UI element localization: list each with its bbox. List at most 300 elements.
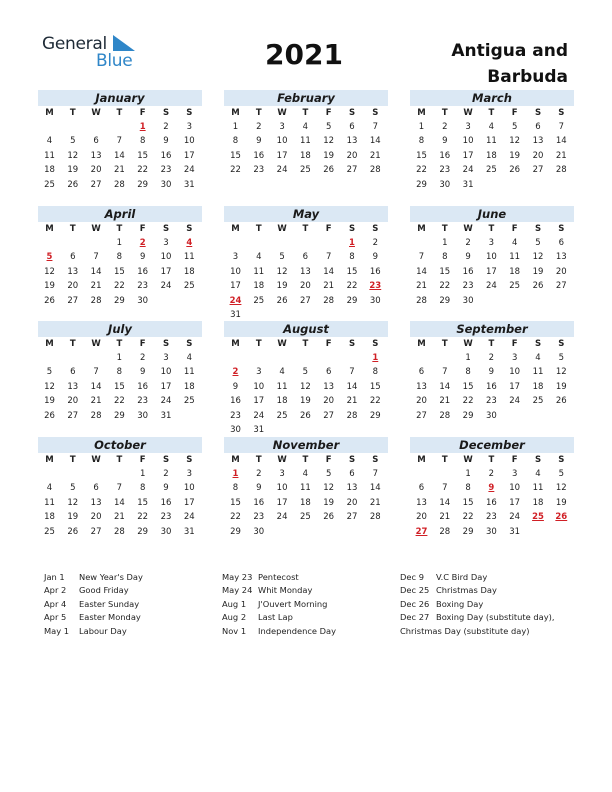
- day-cell: 31: [160, 410, 172, 421]
- weekday-header: W: [463, 339, 473, 349]
- country-name-line-2: Barbuda: [487, 67, 568, 87]
- day-cell: 4: [488, 122, 495, 132]
- weekday-header: W: [277, 224, 287, 234]
- day-cell: 5: [535, 238, 541, 248]
- holiday-date: May 1: [44, 625, 70, 636]
- day-cell: 21: [439, 396, 451, 407]
- day-cell: 2: [488, 353, 495, 363]
- day-cell: 21: [113, 512, 125, 523]
- day-cell: 18: [44, 165, 55, 176]
- weekday-header: W: [463, 224, 473, 234]
- day-cell: 15: [346, 266, 358, 277]
- day-cell: 1: [232, 122, 239, 132]
- day-cell: 15: [416, 150, 427, 161]
- day-cell: 23: [485, 396, 497, 407]
- day-cell: 10: [276, 136, 288, 147]
- day-cell: 6: [325, 367, 332, 378]
- day-cell: 1: [442, 238, 448, 248]
- weekday-header: W: [91, 455, 101, 465]
- day-cell: 4: [46, 483, 53, 494]
- day-cell: 26: [555, 396, 567, 407]
- day-cell: 12: [323, 483, 335, 494]
- day-cell: 25: [299, 165, 311, 176]
- day-cell: 2: [256, 469, 262, 479]
- day-cell: 25: [532, 396, 544, 407]
- day-cell: 16: [439, 150, 451, 161]
- month-july: [38, 321, 202, 421]
- holiday-date: May 23: [222, 572, 253, 582]
- day-cell: 24: [485, 281, 497, 292]
- day-cell: 26: [323, 165, 335, 176]
- day-cell: 25: [253, 295, 265, 306]
- day-cell: 22: [230, 165, 241, 176]
- day-cell: 15: [439, 266, 451, 277]
- day-cell: 14: [439, 497, 451, 508]
- day-cell: 31: [253, 425, 265, 435]
- day-cell: 26: [276, 295, 288, 306]
- day-cell: 24: [276, 165, 288, 176]
- day-cell: 20: [346, 497, 358, 508]
- month-title: March: [410, 90, 574, 106]
- day-cell: 17: [160, 381, 172, 392]
- weekday-header: F: [511, 224, 518, 234]
- day-cell: 7: [116, 136, 123, 147]
- day-cell: 22: [230, 512, 241, 523]
- day-cell: 24: [253, 410, 265, 421]
- weekday-header: T: [255, 108, 262, 118]
- day-cell: 3: [465, 122, 471, 132]
- day-cell: 16: [137, 266, 149, 277]
- weekday-header: S: [348, 108, 356, 118]
- day-cell: 13: [299, 266, 311, 277]
- day-cell: 30: [253, 526, 265, 537]
- day-cell: 23: [230, 410, 241, 421]
- day-cell: 20: [67, 396, 79, 407]
- day-cell: 19: [509, 150, 521, 161]
- day-cell: 18: [299, 497, 311, 508]
- holiday-date: Dec 25: [400, 585, 430, 596]
- day-cell: 1: [116, 238, 123, 248]
- holiday-date: May 24: [222, 585, 253, 596]
- logo-triangle-icon: [113, 35, 135, 51]
- holiday-day-cell: 26: [555, 512, 568, 523]
- weekday-header: W: [91, 224, 101, 234]
- weekday-header: S: [558, 108, 565, 118]
- weekday-header: F: [139, 455, 146, 465]
- day-cell: 22: [137, 165, 149, 176]
- day-cell: 14: [369, 136, 381, 147]
- month-november: [224, 437, 388, 537]
- weekday-header: W: [277, 108, 287, 118]
- day-cell: 8: [139, 136, 146, 147]
- holiday-name: Last Lap: [258, 612, 293, 623]
- day-cell: 28: [90, 410, 102, 421]
- day-cell: 28: [439, 526, 451, 537]
- day-cell: 25: [44, 179, 55, 190]
- day-cell: 20: [90, 512, 102, 523]
- weekday-header: T: [441, 455, 448, 465]
- day-cell: 8: [442, 252, 448, 263]
- day-cell: 1: [139, 469, 146, 479]
- day-cell: 27: [555, 281, 567, 292]
- day-cell: 9: [163, 136, 169, 147]
- weekday-header: T: [441, 224, 448, 234]
- day-cell: 14: [323, 266, 335, 277]
- day-cell: 25: [276, 410, 288, 421]
- day-cell: 12: [44, 266, 55, 277]
- day-cell: 17: [462, 150, 474, 161]
- day-cell: 4: [46, 136, 53, 147]
- weekday-header: M: [231, 108, 240, 118]
- day-cell: 9: [232, 381, 239, 392]
- day-cell: 18: [44, 512, 55, 523]
- holiday-name: Pentecost: [258, 572, 299, 582]
- weekday-header: T: [69, 339, 76, 349]
- holiday-name: Boxing Day: [436, 598, 484, 609]
- month-title: September: [410, 321, 574, 337]
- weekday-header: M: [231, 224, 240, 234]
- weekday-header: F: [325, 455, 332, 465]
- weekday-header: T: [488, 224, 495, 234]
- month-title: May: [224, 206, 388, 222]
- day-cell: 5: [325, 122, 332, 132]
- day-cell: 6: [418, 367, 425, 378]
- holiday-name: Easter Monday: [79, 612, 141, 623]
- weekday-header: S: [534, 108, 542, 118]
- day-cell: 18: [276, 396, 288, 407]
- day-cell: 20: [555, 266, 567, 277]
- weekday-header: S: [534, 455, 542, 465]
- day-cell: 11: [299, 136, 311, 147]
- month-february: [224, 90, 388, 176]
- day-cell: 24: [183, 512, 195, 523]
- logo-blue-text: Blue: [96, 51, 133, 71]
- day-cell: 4: [256, 252, 262, 263]
- day-cell: 24: [276, 512, 288, 523]
- day-cell: 4: [302, 122, 309, 132]
- day-cell: 10: [485, 252, 497, 263]
- weekday-header: W: [277, 455, 287, 465]
- weekday-header: T: [302, 339, 309, 349]
- day-cell: 20: [532, 150, 544, 161]
- weekday-header: S: [372, 455, 379, 465]
- day-cell: 23: [462, 281, 474, 292]
- day-cell: 24: [509, 396, 521, 407]
- day-cell: 7: [349, 367, 355, 378]
- day-cell: 19: [276, 281, 288, 292]
- day-cell: 7: [442, 483, 448, 494]
- day-cell: 22: [462, 396, 474, 407]
- holiday-name: Independence Day: [258, 625, 337, 636]
- day-cell: 17: [485, 266, 497, 277]
- day-cell: 3: [163, 353, 169, 363]
- day-cell: 29: [137, 179, 149, 190]
- day-cell: 9: [163, 483, 169, 494]
- day-cell: 27: [90, 526, 102, 537]
- day-cell: 14: [90, 381, 102, 392]
- holiday-name: J'Ouvert Morning: [258, 598, 328, 609]
- holiday-name: Christmas Day: [436, 585, 497, 596]
- holiday-day-cell: 1: [372, 353, 379, 363]
- day-cell: 29: [462, 526, 474, 537]
- day-cell: 17: [276, 497, 288, 508]
- day-cell: 21: [369, 150, 381, 161]
- day-cell: 19: [299, 396, 311, 407]
- day-cell: 29: [439, 295, 451, 306]
- day-cell: 11: [299, 483, 311, 494]
- day-cell: 12: [67, 497, 79, 508]
- weekday-header: F: [325, 108, 332, 118]
- day-cell: 22: [346, 281, 358, 292]
- country-name-line-1: Antigua and: [451, 41, 568, 61]
- day-cell: 18: [253, 281, 265, 292]
- day-cell: 9: [139, 252, 146, 263]
- month-title: November: [224, 437, 388, 453]
- day-cell: 12: [532, 252, 544, 263]
- day-cell: 27: [346, 165, 358, 176]
- holiday-date: Apr 2: [44, 585, 67, 596]
- holiday-name: New Year's Day: [79, 572, 143, 582]
- day-cell: 9: [488, 367, 495, 378]
- day-cell: 1: [418, 122, 425, 132]
- day-cell: 11: [276, 381, 288, 392]
- day-cell: 23: [137, 281, 149, 292]
- day-cell: 2: [465, 238, 471, 248]
- day-cell: 4: [302, 469, 309, 479]
- day-cell: 7: [116, 483, 123, 494]
- day-cell: 13: [67, 266, 79, 277]
- weekday-header: S: [558, 224, 565, 234]
- day-cell: 8: [418, 136, 425, 147]
- day-cell: 21: [346, 396, 358, 407]
- weekday-header: T: [255, 339, 262, 349]
- day-cell: 7: [418, 252, 425, 263]
- weekday-header: T: [488, 339, 495, 349]
- day-cell: 31: [462, 179, 474, 190]
- weekday-header: M: [417, 224, 426, 234]
- day-cell: 7: [558, 122, 564, 132]
- day-cell: 18: [183, 381, 195, 392]
- day-cell: 29: [462, 410, 474, 421]
- day-cell: 19: [323, 497, 335, 508]
- day-cell: 3: [186, 469, 192, 479]
- weekday-header: F: [139, 339, 146, 349]
- day-cell: 13: [532, 136, 544, 147]
- day-cell: 3: [511, 469, 518, 479]
- day-cell: 13: [346, 483, 358, 494]
- day-cell: 26: [67, 179, 79, 190]
- day-cell: 9: [442, 136, 448, 147]
- holiday-day-cell: 24: [229, 295, 242, 306]
- holiday-day-cell: 2: [232, 367, 239, 378]
- day-cell: 2: [163, 469, 169, 479]
- day-cell: 21: [369, 497, 381, 508]
- day-cell: 23: [439, 165, 451, 176]
- holiday-day-cell: 4: [186, 238, 193, 248]
- day-cell: 3: [232, 252, 239, 263]
- weekday-header: S: [372, 224, 379, 234]
- weekday-header: T: [302, 455, 309, 465]
- day-cell: 27: [323, 410, 335, 421]
- holiday-day-cell: 23: [369, 281, 382, 292]
- day-cell: 2: [442, 122, 448, 132]
- day-cell: 16: [462, 266, 474, 277]
- day-cell: 10: [230, 266, 241, 277]
- day-cell: 21: [113, 165, 125, 176]
- day-cell: 19: [67, 512, 79, 523]
- day-cell: 19: [555, 381, 567, 392]
- day-cell: 30: [462, 295, 474, 306]
- day-cell: 31: [509, 526, 521, 537]
- day-cell: 28: [113, 179, 125, 190]
- month-september: [410, 321, 574, 421]
- day-cell: 15: [137, 150, 149, 161]
- weekday-header: T: [116, 339, 123, 349]
- day-cell: 20: [299, 281, 311, 292]
- day-cell: 26: [323, 512, 335, 523]
- day-cell: 11: [532, 483, 544, 494]
- month-title: December: [410, 437, 574, 453]
- day-cell: 1: [465, 353, 471, 363]
- day-cell: 30: [485, 410, 497, 421]
- holiday-name: Easter Sunday: [79, 598, 140, 609]
- day-cell: 24: [462, 165, 474, 176]
- holiday-day-cell: 1: [349, 238, 355, 248]
- weekday-header: W: [463, 455, 473, 465]
- holiday-date: Jan 1: [44, 572, 65, 582]
- day-cell: 14: [113, 497, 125, 508]
- day-cell: 27: [90, 179, 102, 190]
- day-cell: 14: [90, 266, 102, 277]
- weekday-header: W: [91, 339, 101, 349]
- day-cell: 18: [509, 266, 521, 277]
- day-cell: 20: [323, 396, 335, 407]
- day-cell: 27: [346, 512, 358, 523]
- day-cell: 10: [160, 367, 172, 378]
- day-cell: 31: [230, 310, 241, 320]
- day-cell: 16: [369, 266, 381, 277]
- day-cell: 12: [509, 136, 521, 147]
- day-cell: 5: [70, 136, 76, 147]
- month-title: October: [38, 437, 202, 453]
- holiday-day-cell: 9: [488, 483, 495, 494]
- day-cell: 12: [299, 381, 311, 392]
- day-cell: 20: [346, 150, 358, 161]
- weekday-header: S: [372, 108, 379, 118]
- day-cell: 7: [93, 367, 99, 378]
- month-title: February: [224, 90, 388, 106]
- day-cell: 28: [113, 526, 125, 537]
- day-cell: 28: [323, 295, 335, 306]
- day-cell: 7: [442, 367, 448, 378]
- day-cell: 14: [113, 150, 125, 161]
- weekday-header: W: [463, 108, 473, 118]
- day-cell: 12: [555, 367, 567, 378]
- weekday-header: T: [116, 108, 123, 118]
- weekday-header: S: [372, 339, 379, 349]
- day-cell: 17: [509, 381, 521, 392]
- day-cell: 27: [67, 410, 79, 421]
- day-cell: 5: [511, 122, 518, 132]
- holiday-date: Dec 26: [400, 598, 430, 609]
- weekday-header: M: [231, 455, 240, 465]
- day-cell: 26: [532, 281, 544, 292]
- holiday-day-cell: 2: [139, 238, 146, 248]
- day-cell: 3: [279, 122, 285, 132]
- day-cell: 17: [183, 150, 195, 161]
- day-cell: 3: [186, 122, 192, 132]
- calendar-year: 2021: [265, 38, 343, 71]
- weekday-header: F: [511, 108, 518, 118]
- weekday-header: S: [348, 224, 356, 234]
- day-cell: 8: [232, 136, 239, 147]
- day-cell: 16: [253, 150, 265, 161]
- day-cell: 13: [323, 381, 335, 392]
- day-cell: 9: [139, 367, 146, 378]
- day-cell: 13: [90, 497, 102, 508]
- day-cell: 7: [372, 122, 378, 132]
- day-cell: 23: [137, 396, 149, 407]
- weekday-header: F: [139, 108, 146, 118]
- day-cell: 16: [230, 396, 241, 407]
- day-cell: 20: [416, 512, 427, 523]
- day-cell: 6: [535, 122, 541, 132]
- day-cell: 21: [90, 396, 102, 407]
- day-cell: 16: [137, 381, 149, 392]
- day-cell: 10: [276, 483, 288, 494]
- day-cell: 5: [302, 367, 309, 378]
- day-cell: 2: [163, 122, 169, 132]
- holiday-day-cell: 1: [139, 122, 146, 132]
- day-cell: 24: [509, 512, 521, 523]
- day-cell: 5: [46, 367, 53, 378]
- day-cell: 3: [488, 238, 495, 248]
- weekday-header: S: [162, 455, 170, 465]
- day-cell: 16: [160, 497, 172, 508]
- day-cell: 26: [299, 410, 311, 421]
- holiday-day-cell: 25: [532, 512, 544, 523]
- weekday-header: M: [45, 224, 54, 234]
- day-cell: 22: [113, 396, 125, 407]
- weekday-header: S: [186, 224, 193, 234]
- day-cell: 29: [416, 179, 427, 190]
- holiday-day-cell: 27: [415, 526, 428, 537]
- day-cell: 1: [465, 469, 471, 479]
- weekday-header: W: [277, 339, 287, 349]
- day-cell: 26: [509, 165, 521, 176]
- weekday-header: M: [45, 108, 54, 118]
- day-cell: 25: [509, 281, 521, 292]
- day-cell: 12: [276, 266, 288, 277]
- day-cell: 26: [44, 410, 55, 421]
- holiday-date: Aug 1: [222, 598, 247, 609]
- day-cell: 17: [183, 497, 195, 508]
- day-cell: 20: [416, 396, 427, 407]
- weekday-header: T: [255, 455, 262, 465]
- day-cell: 13: [67, 381, 79, 392]
- day-cell: 25: [183, 396, 195, 407]
- day-cell: 4: [511, 238, 518, 248]
- day-cell: 10: [509, 367, 521, 378]
- day-cell: 25: [44, 526, 55, 537]
- day-cell: 30: [230, 425, 241, 435]
- weekday-header: S: [162, 224, 170, 234]
- holiday-date: Dec 27: [400, 612, 430, 623]
- day-cell: 1: [116, 353, 123, 363]
- day-cell: 19: [67, 165, 79, 176]
- day-cell: 18: [532, 381, 544, 392]
- day-cell: 24: [183, 165, 195, 176]
